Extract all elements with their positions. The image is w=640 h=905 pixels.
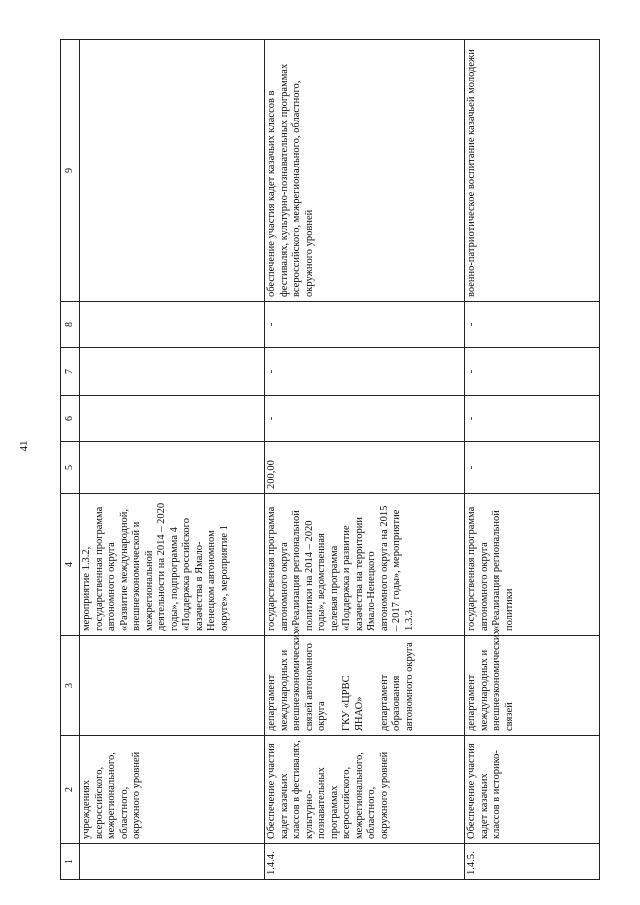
col-header-5: 5 xyxy=(61,442,80,494)
row-col6: - xyxy=(265,396,465,442)
row-col7: - xyxy=(265,348,465,396)
row-executor: департамент международных и внешнеэкономических связей автономного округа ГКУ «ЦРВС ЯНАО» департамент образования автономного округа xyxy=(265,636,465,736)
row-col7: - xyxy=(465,348,600,396)
row-result xyxy=(80,40,265,302)
col-header-8: 8 xyxy=(61,302,80,348)
table-row xyxy=(265,40,465,880)
row-col5: - xyxy=(465,442,600,494)
row-name: Обеспечение участия кадет казачьих классов в историко- xyxy=(465,736,600,844)
row-col5: 200,00 xyxy=(265,442,465,494)
col-header-2: 2 xyxy=(61,736,80,844)
col-header-4: 4 xyxy=(61,494,80,636)
row-result: обеспечение участия кадет казачьих классов в фестивалях, культурно-познавательных программах всероссийского, межрегионального, областного, окружного уровней xyxy=(265,40,465,302)
row-number xyxy=(80,844,265,880)
row-number: 1.4.5. xyxy=(465,844,600,880)
row-name: учреждениях всероссийского, межрегионального, областного, окружного уровней xyxy=(80,736,265,844)
row-program: мероприятие 1.3.2, государственная программа автономного округа «Развитие международной, внешнеэкономической и межрегиональной деятельности на 2014 – 2020 годы», подпрограмма 4 «Поддержка российского казачества в Ямало-Ненецком автономном округе», мероприятие 1 xyxy=(80,494,265,636)
table-row xyxy=(80,40,265,880)
row-col6 xyxy=(80,396,265,442)
col-header-1: 1 xyxy=(61,844,80,880)
row-col8 xyxy=(80,302,265,348)
col-header-3: 3 xyxy=(61,636,80,736)
row-col7 xyxy=(80,348,265,396)
row-col8: - xyxy=(265,302,465,348)
col-header-7: 7 xyxy=(61,348,80,396)
col-header-9: 9 xyxy=(61,40,80,302)
row-executor: департамент международных и внешнеэкономических связей xyxy=(465,636,600,736)
col-header-6: 6 xyxy=(61,396,80,442)
header-row xyxy=(61,40,80,880)
row-number: 1.4.4. xyxy=(265,844,465,880)
page-number: 41 xyxy=(18,440,30,452)
table-row xyxy=(465,40,600,880)
row-col6: - xyxy=(465,396,600,442)
row-col5 xyxy=(80,442,265,494)
row-name: Обеспечение участия кадет казачьих классов в фестивалях, культурно-познавательных программах всероссийского, межрегионального, областного, окружного уровней xyxy=(265,736,465,844)
row-col8: - xyxy=(465,302,600,348)
row-program: государственная программа автономного округа «Реализация региональной политики на 2014 – 2020 годы», ведомственная целевая программа «Поддержка и развитие казачества на территории Ямало-Ненецкого автономного округа на 2015 – 2017 годы», мероприятие 1.3.3 xyxy=(265,494,465,636)
row-executor xyxy=(80,636,265,736)
rotated-page xyxy=(60,40,600,880)
row-result: военно-патриотическое воспитание казачьей молодежи xyxy=(465,40,600,302)
row-program: государственная программа автономного округа «Реализация региональной политики xyxy=(465,494,600,636)
events-table xyxy=(60,39,600,880)
